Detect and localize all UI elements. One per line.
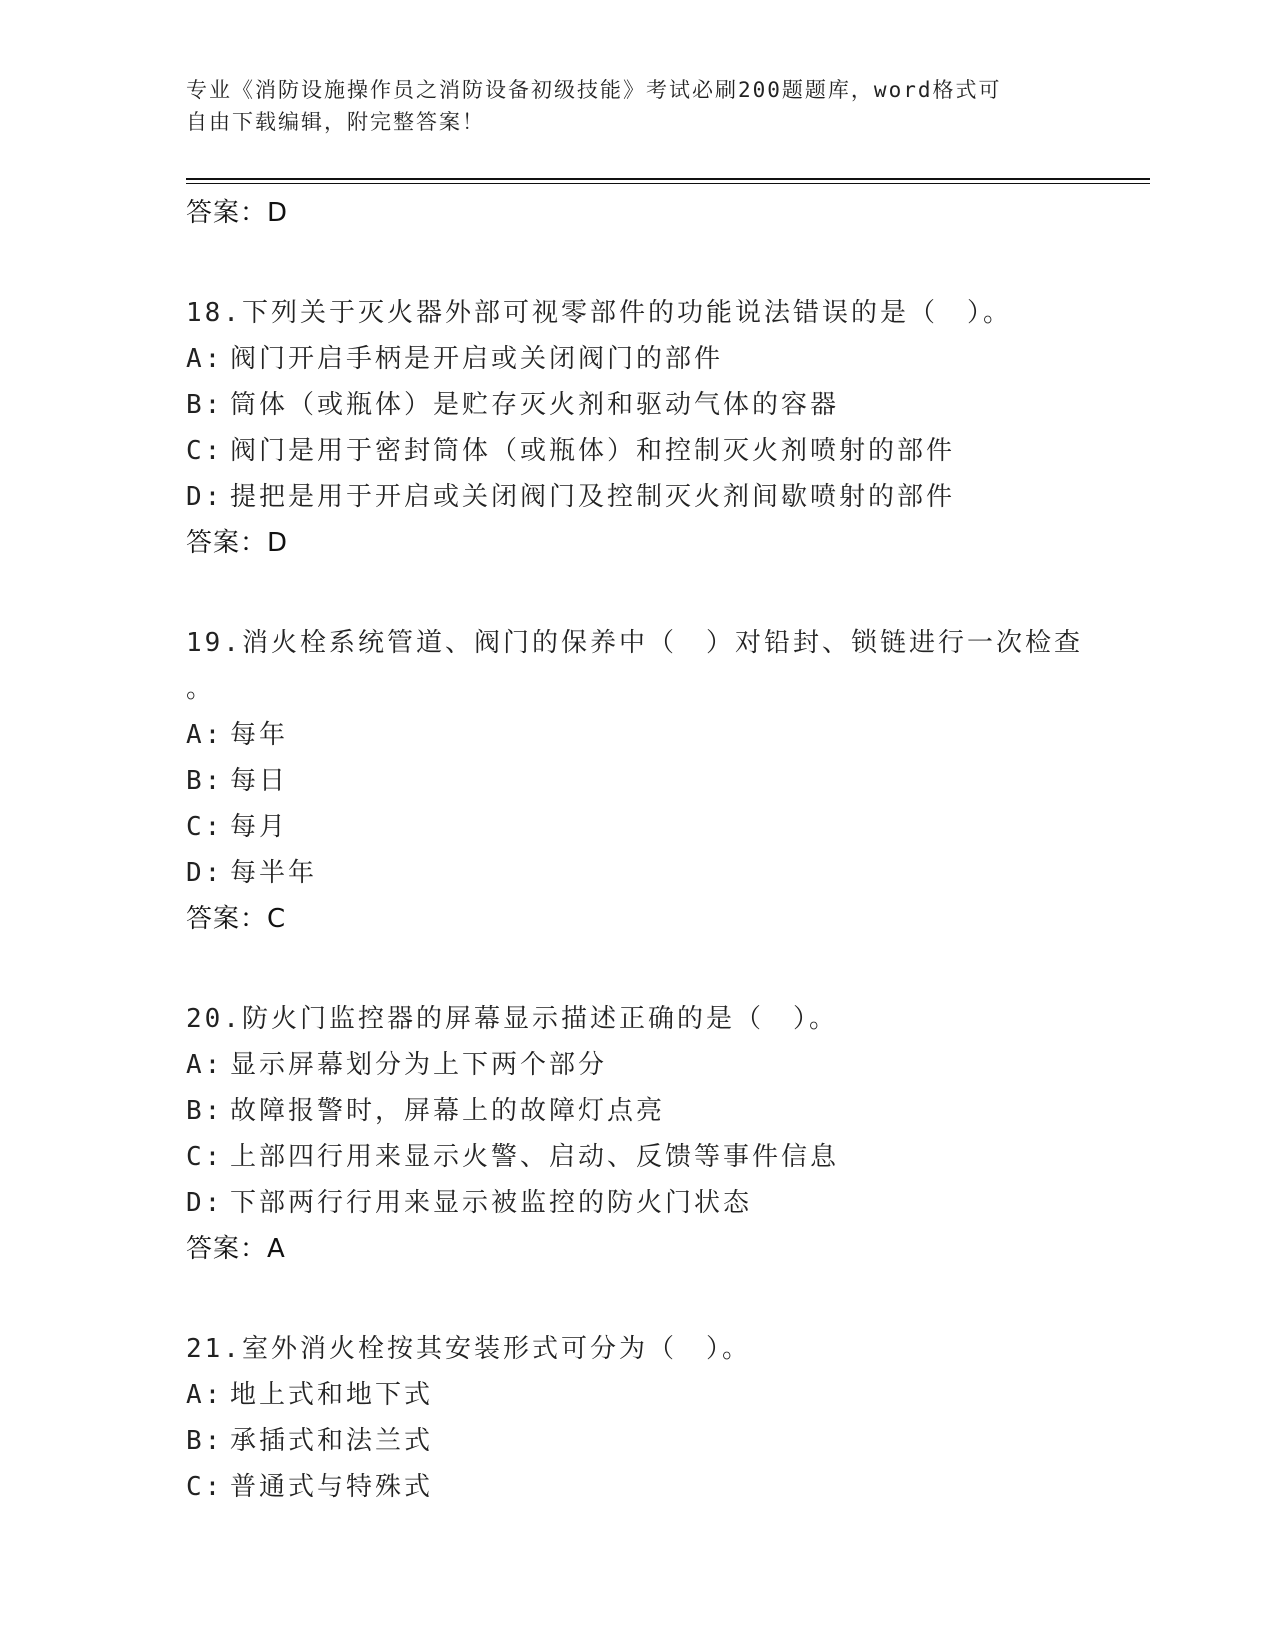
option-key: A:	[186, 720, 224, 750]
header-divider-thick	[186, 178, 1150, 180]
option-text: 显示屏幕划分为上下两个部分	[230, 1050, 608, 1080]
option-text: 提把是用于开启或关闭阀门及控制灭火剂间歇喷射的部件	[230, 482, 956, 512]
option-key: A:	[186, 1050, 224, 1080]
option-key: C:	[186, 812, 224, 842]
option-text: 故障报警时，屏幕上的故障灯点亮	[230, 1096, 666, 1126]
option-b	[186, 382, 1150, 428]
question-stem: 20.防火门监控器的屏幕显示描述正确的是（ ）。	[186, 1004, 838, 1034]
option-c	[186, 1464, 1150, 1510]
option-key: D:	[186, 482, 224, 512]
option-key: D:	[186, 1188, 224, 1218]
option-c	[186, 1134, 1150, 1180]
answer: 答案：C	[186, 904, 287, 934]
question-18	[186, 290, 1150, 566]
question-stem: 18.下列关于灭火器外部可视零部件的功能说法错误的是（ ）。	[186, 298, 1012, 328]
answer: 答案：D	[186, 528, 289, 558]
option-key: B:	[186, 1096, 224, 1126]
option-key: A:	[186, 1380, 224, 1410]
option-text: 阀门是用于密封筒体（或瓶体）和控制灭火剂喷射的部件	[230, 436, 956, 466]
option-text: 每日	[230, 766, 289, 796]
option-key: B:	[186, 390, 224, 420]
option-a	[186, 1372, 1150, 1418]
option-key: D:	[186, 858, 224, 888]
option-key: B:	[186, 766, 224, 796]
option-text: 承插式和法兰式	[230, 1426, 434, 1456]
question-21	[186, 1326, 1150, 1510]
option-b	[186, 1088, 1150, 1134]
option-b	[186, 1418, 1150, 1464]
option-text: 每半年	[230, 858, 318, 888]
question-stem: 21.室外消火栓按其安装形式可分为（ ）。	[186, 1334, 751, 1364]
option-c	[186, 804, 1150, 850]
option-a	[186, 336, 1150, 382]
option-b	[186, 758, 1150, 804]
option-a	[186, 712, 1150, 758]
option-key: C:	[186, 1142, 224, 1172]
header-line-2: 自由下载编辑，附完整答案！	[186, 110, 485, 134]
header-divider-thin	[186, 183, 1150, 184]
option-text: 每年	[230, 720, 289, 750]
question-stem: 19.消火栓系统管道、阀门的保养中（ ）对铅封、锁链进行一次检查	[186, 628, 1083, 658]
option-text: 下部两行行用来显示被监控的防火门状态	[230, 1188, 753, 1218]
option-text: 上部四行用来显示火警、启动、反馈等事件信息	[230, 1142, 840, 1172]
question-19	[186, 620, 1150, 942]
option-a	[186, 1042, 1150, 1088]
option-d	[186, 1180, 1150, 1226]
option-text: 普通式与特殊式	[230, 1472, 434, 1502]
document-header	[186, 74, 1066, 138]
option-d	[186, 850, 1150, 896]
option-text: 每月	[230, 812, 289, 842]
answer-previous-question: 答案：D	[186, 198, 289, 228]
header-line-1: 专业《消防设施操作员之消防设备初级技能》考试必刷200题题库，word格式可	[186, 78, 1002, 102]
option-key: C:	[186, 1472, 224, 1502]
option-text: 地上式和地下式	[230, 1380, 434, 1410]
option-key: B:	[186, 1426, 224, 1456]
question-stem-continuation: 。	[186, 674, 216, 704]
question-20	[186, 996, 1150, 1272]
option-key: C:	[186, 436, 224, 466]
answer: 答案：A	[186, 1234, 286, 1264]
option-text: 阀门开启手柄是开启或关闭阀门的部件	[230, 344, 724, 374]
option-key: A:	[186, 344, 224, 374]
option-c	[186, 428, 1150, 474]
question-list	[186, 190, 1150, 1510]
option-d	[186, 474, 1150, 520]
option-text: 筒体（或瓶体）是贮存灭火剂和驱动气体的容器	[230, 390, 840, 420]
